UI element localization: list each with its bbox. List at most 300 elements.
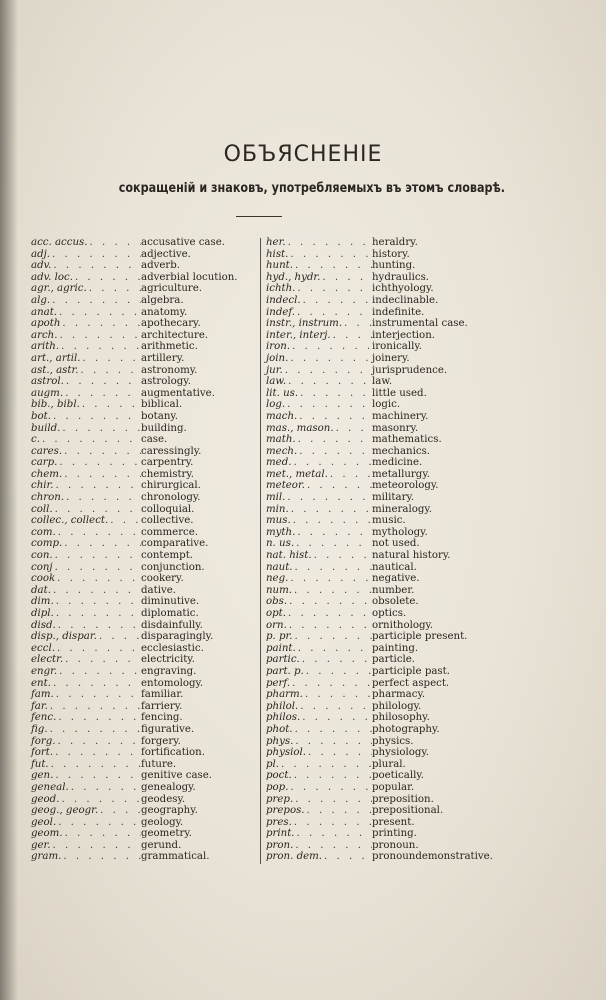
abbreviation: carp. bbox=[31, 457, 58, 469]
abbreviation-meaning: case. bbox=[141, 434, 168, 446]
abbreviation-meaning: adverb. bbox=[141, 260, 181, 272]
abbreviation-meaning: medicine. bbox=[372, 457, 423, 469]
leader-dots bbox=[51, 840, 141, 852]
abbreviation: pharm. bbox=[266, 689, 303, 701]
leader-dots bbox=[293, 260, 372, 272]
abbreviation-meaning: ironically. bbox=[372, 341, 423, 353]
abbreviation-meaning: not used. bbox=[372, 538, 420, 550]
abbreviation: hyd., hydr. bbox=[266, 271, 321, 283]
abbreviation-entry bbox=[266, 538, 498, 550]
abbreviation-entry bbox=[31, 411, 257, 423]
abbreviation-entry bbox=[31, 770, 257, 782]
abbreviation: engr. bbox=[31, 665, 58, 677]
leader-dots bbox=[291, 515, 372, 527]
abbreviation-meaning: farriery. bbox=[141, 700, 183, 712]
leader-dots bbox=[51, 585, 141, 597]
abbreviation-entry bbox=[266, 411, 498, 423]
abbreviation: geol. bbox=[31, 816, 57, 828]
leader-dots bbox=[298, 388, 372, 400]
abbreviation-meaning: indeclinable. bbox=[372, 294, 439, 306]
leader-dots bbox=[292, 770, 372, 782]
leader-dots bbox=[62, 469, 141, 481]
abbreviation-meaning: popular. bbox=[372, 781, 415, 793]
abbreviation: myth. bbox=[266, 526, 296, 538]
abbreviation: math. bbox=[266, 434, 296, 446]
abbreviation-meaning: ichthyology. bbox=[372, 283, 434, 295]
abbreviation-entry bbox=[266, 631, 498, 643]
abbreviation: ast., astr. bbox=[31, 364, 79, 376]
leader-dots bbox=[51, 260, 141, 272]
abbreviation-entry bbox=[266, 689, 498, 701]
abbreviation-entry bbox=[266, 550, 498, 562]
abbreviation-meaning: indefinite. bbox=[372, 306, 425, 318]
abbreviation-entry bbox=[31, 631, 257, 643]
abbreviation: pres. bbox=[266, 816, 292, 828]
abbreviation-entry bbox=[31, 747, 257, 759]
abbreviation-meaning: arithmetic. bbox=[141, 341, 198, 353]
abbreviation-meaning: masonry. bbox=[372, 422, 419, 434]
leader-dots bbox=[54, 596, 141, 608]
abbreviation: partic. bbox=[266, 654, 300, 666]
abbreviation: geom. bbox=[31, 828, 63, 840]
abbreviation-meaning: mathematics. bbox=[372, 434, 442, 446]
leader-dots bbox=[287, 620, 372, 632]
abbreviation: fut. bbox=[31, 758, 49, 770]
abbreviation: astrol. bbox=[31, 376, 64, 388]
leader-dots bbox=[48, 701, 141, 713]
leader-dots bbox=[80, 399, 141, 411]
abbreviation: agr., agric. bbox=[31, 283, 87, 295]
abbreviation-entry bbox=[266, 817, 498, 829]
abbreviation-meaning: physics. bbox=[372, 735, 414, 747]
abbreviation-meaning: agriculture. bbox=[141, 283, 203, 295]
abbreviation-meaning: photography. bbox=[372, 723, 440, 735]
abbreviation-entry bbox=[31, 643, 257, 655]
leader-dots bbox=[301, 295, 372, 307]
abbreviation-meaning: geometry. bbox=[141, 828, 192, 840]
abbreviation: prepos. bbox=[266, 805, 305, 817]
abbreviation-entry bbox=[266, 596, 498, 608]
abbreviation-entry bbox=[266, 341, 498, 353]
leader-dots bbox=[64, 376, 141, 388]
abbreviation: chron. bbox=[31, 492, 65, 504]
abbreviation-entry bbox=[31, 341, 257, 353]
abbreviation-meaning: obsolete. bbox=[372, 596, 419, 608]
abbreviation: collec., collect. bbox=[31, 515, 109, 527]
leader-dots bbox=[295, 283, 372, 295]
abbreviation: indef. bbox=[266, 306, 296, 318]
leader-dots bbox=[303, 689, 372, 701]
abbreviation: dim. bbox=[31, 596, 54, 608]
abbreviation-entry bbox=[31, 330, 257, 342]
leader-dots bbox=[53, 770, 141, 782]
abbreviation: comp. bbox=[31, 538, 63, 550]
abbreviation-meaning: geography. bbox=[141, 805, 198, 817]
abbreviation-meaning: natural history. bbox=[372, 550, 451, 562]
abbreviation-entry bbox=[266, 260, 498, 272]
abbreviation-entry bbox=[31, 701, 257, 713]
abbreviation-entry bbox=[31, 260, 257, 272]
abbreviation: pron. bbox=[266, 839, 294, 851]
abbreviation: philol. bbox=[266, 700, 299, 712]
leader-dots bbox=[53, 562, 141, 574]
abbreviation-meaning: carpentry. bbox=[141, 457, 194, 469]
abbreviation-entry bbox=[266, 678, 498, 690]
leader-dots bbox=[62, 446, 141, 458]
abbreviation: met., metal. bbox=[266, 468, 328, 480]
abbreviation: mech. bbox=[266, 445, 298, 457]
leader-dots bbox=[295, 828, 372, 840]
abbreviation: meteor. bbox=[266, 480, 305, 492]
abbreviation-entry bbox=[266, 620, 498, 632]
abbreviation-meaning: anatomy. bbox=[141, 306, 188, 318]
leader-dots bbox=[290, 341, 372, 353]
abbreviation-entry bbox=[31, 307, 257, 319]
abbreviation-meaning: biblical. bbox=[141, 399, 183, 411]
leader-dots bbox=[62, 538, 141, 550]
leader-dots bbox=[60, 318, 141, 330]
leader-dots bbox=[305, 480, 372, 492]
leader-dots bbox=[73, 272, 141, 284]
abbreviation-meaning: pronoundemonstrative. bbox=[372, 851, 493, 863]
abbreviation: print. bbox=[266, 828, 295, 840]
abbreviation: adv. loc. bbox=[31, 271, 73, 283]
abbreviation-meaning: printing. bbox=[372, 828, 417, 840]
leader-dots bbox=[55, 643, 141, 655]
abbreviation-meaning: jurisprudence. bbox=[372, 364, 448, 376]
abbreviation: lit. us. bbox=[266, 387, 299, 399]
abbreviation: num. bbox=[266, 584, 293, 596]
abbreviation-entry bbox=[31, 678, 257, 690]
leader-dots bbox=[292, 817, 372, 829]
abbreviation-entry bbox=[266, 585, 498, 597]
abbreviation: alg. bbox=[31, 294, 51, 306]
abbreviation: min. bbox=[266, 503, 289, 515]
leader-dots bbox=[59, 794, 141, 806]
abbreviation-meaning: machinery. bbox=[372, 410, 429, 422]
abbreviation-meaning: caressingly. bbox=[141, 445, 202, 457]
abbreviation-entry bbox=[266, 840, 498, 852]
abbreviation: cook bbox=[31, 573, 56, 585]
abbreviation-meaning: adverbial locution. bbox=[141, 271, 238, 283]
abbreviation: ger. bbox=[31, 839, 51, 851]
abbreviation-meaning: geology. bbox=[141, 816, 184, 828]
leader-dots bbox=[57, 330, 141, 342]
abbreviation: bib., bibl. bbox=[31, 399, 80, 411]
leader-dots bbox=[56, 736, 141, 748]
abbreviation: arch. bbox=[31, 329, 58, 341]
abbreviation: chir. bbox=[31, 480, 54, 492]
abbreviation: pron. dem. bbox=[266, 851, 323, 863]
abbreviation-entry bbox=[31, 608, 257, 620]
abbreviation-entry bbox=[31, 434, 257, 446]
abbreviation-meaning: chemistry. bbox=[141, 468, 195, 480]
abbreviation-entry bbox=[266, 759, 498, 771]
leader-dots bbox=[291, 457, 372, 469]
leader-dots bbox=[54, 689, 141, 701]
abbreviation-entry bbox=[31, 538, 257, 550]
abbreviation-meaning: astrology. bbox=[141, 376, 191, 388]
abbreviation-entry bbox=[31, 249, 257, 261]
abbreviation: hist. bbox=[266, 248, 289, 260]
abbreviation-entry bbox=[266, 782, 498, 794]
abbreviation-meaning: nautical. bbox=[372, 561, 417, 573]
abbreviation: augm. bbox=[31, 387, 64, 399]
abbreviation: phys. bbox=[266, 735, 294, 747]
abbreviation-meaning: particle. bbox=[372, 654, 416, 666]
abbreviation: apoth bbox=[31, 318, 61, 330]
leader-dots bbox=[285, 399, 372, 411]
abbreviation: cares. bbox=[31, 445, 63, 457]
abbreviation-entry bbox=[31, 840, 257, 852]
abbreviation: join. bbox=[266, 352, 289, 364]
leader-dots bbox=[69, 782, 141, 794]
leader-dots bbox=[298, 701, 372, 713]
abbreviation: instr., instrum. bbox=[266, 318, 343, 330]
leader-dots bbox=[295, 527, 372, 539]
abbreviation: forg. bbox=[31, 735, 56, 747]
leader-dots bbox=[55, 573, 141, 585]
abbreviation-meaning: commerce. bbox=[141, 526, 199, 538]
abbreviation-entry bbox=[31, 295, 257, 307]
abbreviation-meaning: heraldry. bbox=[372, 237, 418, 248]
abbreviation: geneal. bbox=[31, 781, 69, 793]
abbreviation-entry bbox=[31, 457, 257, 469]
abbreviation-meaning: algebra. bbox=[141, 294, 184, 306]
abbreviation-meaning: accusative case. bbox=[141, 237, 225, 248]
abbreviation-meaning: pharmacy. bbox=[372, 689, 426, 701]
abbreviation-entry bbox=[266, 446, 498, 458]
abbreviation-meaning: diplomatic. bbox=[141, 608, 199, 619]
leader-dots bbox=[56, 817, 141, 829]
abbreviation-entry bbox=[266, 388, 498, 400]
abbreviation: obs. bbox=[266, 596, 288, 608]
abbreviation-meaning: hunting. bbox=[372, 260, 416, 272]
abbreviation-entry bbox=[266, 747, 498, 759]
abbreviation-meaning: military. bbox=[372, 492, 415, 504]
abbreviation: med. bbox=[266, 457, 292, 469]
abbreviation: c. bbox=[31, 434, 40, 446]
abbreviation-meaning: genealogy. bbox=[141, 781, 196, 793]
abbreviation: neg. bbox=[266, 573, 289, 585]
abbreviation: com. bbox=[31, 526, 56, 538]
leader-dots bbox=[56, 527, 141, 539]
leader-dots bbox=[286, 237, 372, 249]
leader-dots bbox=[53, 504, 141, 516]
leader-dots bbox=[48, 724, 141, 736]
leader-dots bbox=[322, 851, 372, 863]
abbreviation-entry bbox=[266, 330, 498, 342]
leader-dots bbox=[293, 724, 372, 736]
abbreviation-entry bbox=[31, 573, 257, 585]
abbreviation-entry bbox=[31, 666, 257, 678]
abbreviation-entry bbox=[31, 446, 257, 458]
leader-dots bbox=[63, 654, 141, 666]
leader-dots bbox=[54, 480, 141, 492]
abbreviation-entry bbox=[31, 654, 257, 666]
abbreviation-entry bbox=[266, 828, 498, 840]
leader-dots bbox=[59, 341, 141, 353]
leader-dots bbox=[295, 307, 372, 319]
page-title: ОБЪЯСНЕНІЕ bbox=[223, 142, 383, 167]
abbreviation: iron. bbox=[266, 341, 291, 353]
column-divider bbox=[260, 238, 261, 864]
leader-dots bbox=[57, 666, 141, 678]
abbreviation: geod. bbox=[31, 793, 60, 805]
abbreviation-meaning: electricity. bbox=[141, 654, 195, 666]
leader-dots bbox=[293, 794, 372, 806]
abbreviation: anat. bbox=[31, 306, 58, 318]
leader-dots bbox=[60, 423, 141, 435]
abbreviation-meaning: pronoun. bbox=[372, 839, 419, 851]
leader-dots bbox=[56, 620, 141, 632]
abbreviation-meaning: disparagingly. bbox=[141, 631, 214, 643]
leader-dots bbox=[290, 678, 372, 690]
abbreviation-entry bbox=[31, 376, 257, 388]
abbreviation-entry bbox=[31, 492, 257, 504]
abbreviation: arith. bbox=[31, 341, 60, 353]
abbreviation-meaning: physiology. bbox=[372, 747, 430, 759]
leader-dots bbox=[342, 318, 372, 330]
abbreviation-entry bbox=[31, 724, 257, 736]
abbreviation-meaning: entomology. bbox=[141, 677, 204, 689]
abbreviation-entry bbox=[266, 736, 498, 748]
abbreviation: build. bbox=[31, 422, 61, 434]
leader-dots bbox=[97, 631, 141, 643]
abbreviation: adj. bbox=[31, 248, 50, 260]
abbreviation: disd. bbox=[31, 619, 56, 631]
abbreviation-entry bbox=[266, 307, 498, 319]
leader-dots bbox=[87, 237, 141, 249]
abbreviation-entry bbox=[266, 434, 498, 446]
abbreviation-meaning: plural. bbox=[372, 758, 406, 770]
abbreviation-meaning: fortification. bbox=[141, 747, 205, 759]
abbreviation: part. p. bbox=[266, 665, 304, 677]
abbreviation-meaning: joinery. bbox=[372, 352, 410, 364]
abbreviation: mach. bbox=[266, 410, 298, 422]
abbreviation-entry bbox=[266, 515, 498, 527]
abbreviation: opt. bbox=[266, 608, 286, 619]
leader-dots bbox=[300, 712, 372, 724]
abbreviation-entry bbox=[266, 654, 498, 666]
leader-dots bbox=[53, 747, 141, 759]
abbreviation-meaning: meteorology. bbox=[372, 480, 439, 492]
abbreviation-meaning: colloquial. bbox=[141, 503, 195, 515]
leader-dots bbox=[57, 307, 141, 319]
abbreviation-entry bbox=[31, 585, 257, 597]
abbreviation-entry bbox=[31, 817, 257, 829]
abbreviation-entry bbox=[31, 794, 257, 806]
abbreviation-entry bbox=[31, 851, 257, 863]
abbreviation-entry bbox=[266, 724, 498, 736]
leader-dots bbox=[50, 249, 141, 261]
abbreviation: bot. bbox=[31, 410, 51, 422]
abbreviation-meaning: figurative. bbox=[141, 723, 195, 735]
abbreviation: electr. bbox=[31, 654, 64, 666]
abbreviation: gen. bbox=[31, 770, 54, 782]
abbreviation-meaning: ornithology. bbox=[372, 619, 434, 631]
abbreviation-meaning: disdainfully. bbox=[141, 619, 203, 631]
leader-dots bbox=[297, 411, 372, 423]
abbreviation: n. us. bbox=[266, 538, 295, 550]
abbreviation-meaning: building. bbox=[141, 422, 187, 434]
leader-dots bbox=[293, 840, 372, 852]
leader-dots bbox=[49, 759, 141, 771]
leader-dots bbox=[288, 782, 372, 794]
abbreviation-meaning: optics. bbox=[372, 608, 407, 619]
abbreviation-meaning: collective. bbox=[141, 515, 194, 527]
abbreviation-entry bbox=[266, 794, 498, 806]
abbreviation-meaning: number. bbox=[372, 584, 415, 596]
abbreviation-meaning: fencing. bbox=[141, 712, 183, 724]
abbreviation-meaning: astronomy. bbox=[141, 364, 198, 376]
abbreviation: fam. bbox=[31, 689, 54, 701]
abbreviation: ichth. bbox=[266, 283, 296, 295]
abbreviation: eccl. bbox=[31, 642, 55, 654]
abbreviation-entry bbox=[31, 562, 257, 574]
abbreviation-meaning: preposition. bbox=[372, 793, 434, 805]
abbreviation-meaning: comparative. bbox=[141, 538, 209, 550]
leader-dots bbox=[286, 608, 372, 620]
abbreviation-meaning: architecture. bbox=[141, 329, 209, 341]
leader-dots bbox=[51, 411, 141, 423]
abbreviation: phot. bbox=[266, 723, 293, 735]
leader-dots bbox=[293, 631, 372, 643]
leader-dots bbox=[306, 747, 372, 759]
abbreviation-entry bbox=[266, 399, 498, 411]
leader-dots bbox=[285, 492, 372, 504]
leader-dots bbox=[289, 504, 372, 516]
abbreviation-entry bbox=[31, 423, 257, 435]
abbreviation-meaning: grammatical. bbox=[141, 851, 210, 863]
leader-dots bbox=[57, 457, 141, 469]
leader-dots bbox=[292, 585, 372, 597]
abbreviation-meaning: metallurgy. bbox=[372, 468, 430, 480]
abbreviation-meaning: perfect aspect. bbox=[372, 677, 450, 689]
leader-dots bbox=[297, 446, 372, 458]
abbreviation: mas., mason. bbox=[266, 422, 334, 434]
abbreviation-meaning: familiar. bbox=[141, 689, 184, 701]
abbreviation-entry bbox=[266, 353, 498, 365]
leader-dots bbox=[56, 712, 141, 724]
abbreviation-meaning: genitive case. bbox=[141, 770, 213, 782]
leader-dots bbox=[293, 562, 372, 574]
abbreviation: physiol. bbox=[266, 747, 306, 759]
abbreviation-entry bbox=[266, 237, 498, 249]
abbreviation-meaning: future. bbox=[141, 758, 177, 770]
abbreviation: paint. bbox=[266, 642, 296, 654]
abbreviation-entry bbox=[266, 249, 498, 261]
leader-dots bbox=[320, 272, 372, 284]
abbreviation: gram. bbox=[31, 851, 62, 863]
abbreviation: indecl. bbox=[266, 294, 301, 306]
abbreviation: acc. accus. bbox=[31, 237, 88, 248]
abbreviation-meaning: cookery. bbox=[141, 573, 184, 585]
abbreviation-entry bbox=[31, 399, 257, 411]
abbreviation: law. bbox=[266, 376, 287, 388]
leader-dots bbox=[328, 469, 372, 481]
abbreviation-meaning: chirurgical. bbox=[141, 480, 201, 492]
abbreviation-meaning: chronology. bbox=[141, 492, 201, 504]
abbreviation: pop. bbox=[266, 781, 289, 793]
abbreviation: fenc. bbox=[31, 712, 57, 724]
abbreviation-meaning: contempt. bbox=[141, 550, 194, 562]
abbreviation-meaning: artillery. bbox=[141, 352, 185, 364]
abbreviation-entry bbox=[31, 782, 257, 794]
abbreviation-entry bbox=[266, 457, 498, 469]
abbreviation-entry bbox=[266, 643, 498, 655]
abbreviation-meaning: law. bbox=[372, 376, 393, 388]
